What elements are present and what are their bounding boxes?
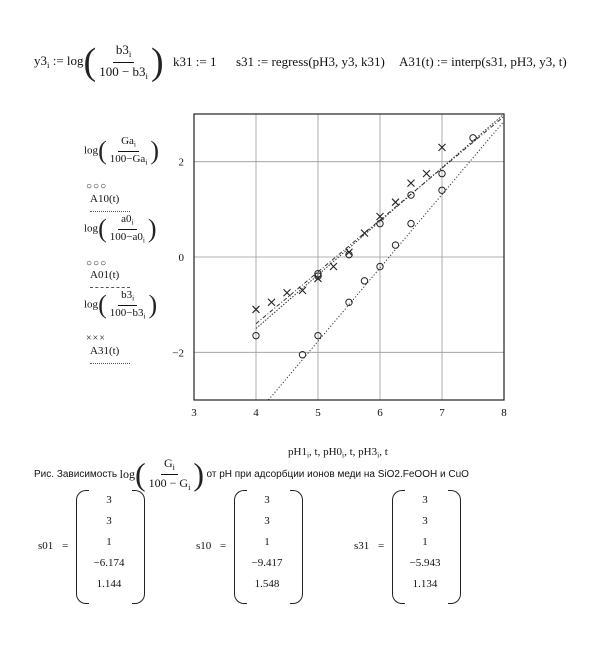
vector-s10 xyxy=(196,490,306,605)
data-point-cross xyxy=(284,289,291,296)
y3-subscript: i xyxy=(47,60,50,71)
data-point-cross xyxy=(268,299,275,306)
legend-2-marker: ○○○ xyxy=(86,258,108,269)
vector-s01-value: 1 xyxy=(106,536,112,548)
x-label-sub-3: i xyxy=(377,450,380,460)
vector-s31-equals: = xyxy=(378,540,385,552)
vector-s31-right-bracket xyxy=(448,490,461,604)
vector-s10-value: −9.417 xyxy=(251,557,283,569)
vector-s01-values xyxy=(86,490,132,595)
data-point-circle xyxy=(470,135,476,141)
data-point-cross xyxy=(392,199,399,206)
legend-1-curve: A10(t) xyxy=(90,193,120,205)
x-tick-label: 8 xyxy=(501,407,507,419)
legend-2-line-sample xyxy=(90,287,130,288)
y3-definition: $y3_i$ := log( $\frac{b3_i}{100 - b3_i}$ ) xyxy=(34,41,164,83)
x-tick-label: 4 xyxy=(253,407,259,419)
vector-s01-label: s01 xyxy=(38,540,54,552)
legend-3-log: log xyxy=(84,298,99,311)
legend-entry-3: log( $\frac{b3_i}{100-b3_i}$ ) xyxy=(84,289,158,321)
assign-operator: := xyxy=(52,52,64,68)
vector-s31-value: 1 xyxy=(422,536,428,548)
vector-s31-value: 3 xyxy=(422,515,428,527)
x-tick-label: 6 xyxy=(377,407,383,419)
legend-1-denominator: 100−Ga xyxy=(109,152,146,165)
y3-denominator-subscript: i xyxy=(145,70,148,81)
figure-caption: Рис. Зависимость log( $\frac{G_i}{100 - G_i}$ ) от pH при адсорбции ионов меди на SiO2.FeOOH и CuO xyxy=(34,455,469,492)
data-point-circle xyxy=(361,278,367,284)
caption-denominator-subscript: i xyxy=(188,482,191,492)
legend-1-marker: ○○○ xyxy=(86,181,108,192)
legend-2-numerator: a0 xyxy=(121,213,132,226)
legend-1-numerator: Ga xyxy=(121,135,134,148)
legend-3-curve: A31(t) xyxy=(90,345,120,357)
legend-2-denominator: 100−a0 xyxy=(109,230,143,243)
data-point-cross xyxy=(408,180,415,187)
legend-2-denominator-subscript: i xyxy=(142,235,145,245)
legend-2-numerator-subscript: i xyxy=(131,217,134,227)
x-tick-label: 5 xyxy=(315,407,321,419)
vector-s10-equals: = xyxy=(220,540,227,552)
legend-1-numerator-subscript: i xyxy=(133,139,136,149)
legend-1-line-sample xyxy=(90,211,130,212)
legend-3-numerator: b3 xyxy=(121,289,133,302)
y3-denominator: 100 − b3 xyxy=(99,63,146,79)
vector-s31-value: 3 xyxy=(422,494,428,506)
data-point-circle xyxy=(408,220,414,226)
caption-denominator: 100 − G xyxy=(148,476,189,490)
x-label-part-ph0: , t, pH0 xyxy=(309,446,343,458)
log-function: log xyxy=(66,52,84,68)
vector-s01-value: 3 xyxy=(106,494,112,506)
legend-3-denominator: 100−b3 xyxy=(109,306,144,319)
y-tick-label: 0 xyxy=(178,252,184,264)
vector-s01-right-bracket xyxy=(132,490,145,604)
s31-definition: s31 := regress(pH3, y3, k31) xyxy=(236,54,385,69)
vector-s01 xyxy=(38,490,148,605)
legend-2-log: log xyxy=(84,222,99,235)
y3-numerator-subscript: i xyxy=(128,49,132,60)
x-label-sub-1: i xyxy=(306,450,310,460)
a31-definition: A31(t) := interp(s31, pH3, y3, t) xyxy=(399,54,567,69)
vector-s10-right-bracket xyxy=(290,490,303,604)
caption-suffix: от pH при адсорбции ионов меди на SiO2.FeOOH и CuO xyxy=(206,469,469,480)
vector-s10-value: 1.548 xyxy=(254,578,280,590)
k31-definition: k31 := 1 xyxy=(173,54,217,69)
legend-3-line-sample xyxy=(90,363,130,364)
data-point-cross xyxy=(361,230,368,237)
vector-s10-label: s10 xyxy=(196,540,212,552)
legend-3-marker: ××× xyxy=(86,333,106,344)
vector-s01-equals: = xyxy=(62,540,69,552)
y3-symbol: y3 xyxy=(34,52,47,68)
adsorption-chart xyxy=(160,106,530,436)
vector-s01-value: 3 xyxy=(106,515,112,527)
vector-s31-value: 1.134 xyxy=(412,578,438,590)
caption-prefix: Рис. Зависимость xyxy=(34,469,118,480)
vector-s31 xyxy=(354,490,464,605)
legend-3-denominator-subscript: i xyxy=(143,311,146,321)
vector-s31-label: s31 xyxy=(354,540,370,552)
legend-entry-2: log( $\frac{a0_i}{100-a0_i}$ ) xyxy=(84,213,157,245)
caption-numerator: G xyxy=(164,455,173,470)
data-point-cross xyxy=(330,263,337,270)
x-tick-label: 3 xyxy=(191,407,197,419)
vector-s10-value: 1 xyxy=(264,536,270,548)
x-label-part-t: , t xyxy=(379,446,388,458)
vector-s31-value: −5.943 xyxy=(409,557,441,569)
caption-log: log xyxy=(119,467,135,481)
x-label-part-ph3: , t, pH3 xyxy=(344,446,378,458)
vector-s10-value: 3 xyxy=(264,494,270,506)
y-tick-label: 2 xyxy=(178,156,184,169)
legend-3-numerator-subscript: i xyxy=(132,293,135,303)
y3-numerator: b3 xyxy=(115,42,129,58)
x-label-part-ph1: pH1 xyxy=(288,446,307,458)
vector-s10-values xyxy=(244,490,290,595)
x-label-sub-2: i xyxy=(342,450,345,460)
vector-s01-value: 1.144 xyxy=(96,578,122,590)
vector-s31-values xyxy=(402,490,448,595)
legend-1-denominator-subscript: i xyxy=(145,157,148,167)
legend-2-curve: A01(t) xyxy=(90,269,120,281)
x-tick-label: 7 xyxy=(439,407,445,419)
data-point-circle xyxy=(392,242,398,248)
vector-s10-value: 3 xyxy=(264,515,270,527)
legend-entry-1: log( $\frac{Ga_i}{100-Ga_i}$ ) xyxy=(84,135,160,167)
legend-1-log: log xyxy=(84,144,99,157)
caption-numerator-subscript: i xyxy=(172,462,175,472)
vector-s01-value: −6.174 xyxy=(93,557,125,569)
y-tick-label: −2 xyxy=(172,347,184,360)
data-point-cross xyxy=(423,170,430,177)
